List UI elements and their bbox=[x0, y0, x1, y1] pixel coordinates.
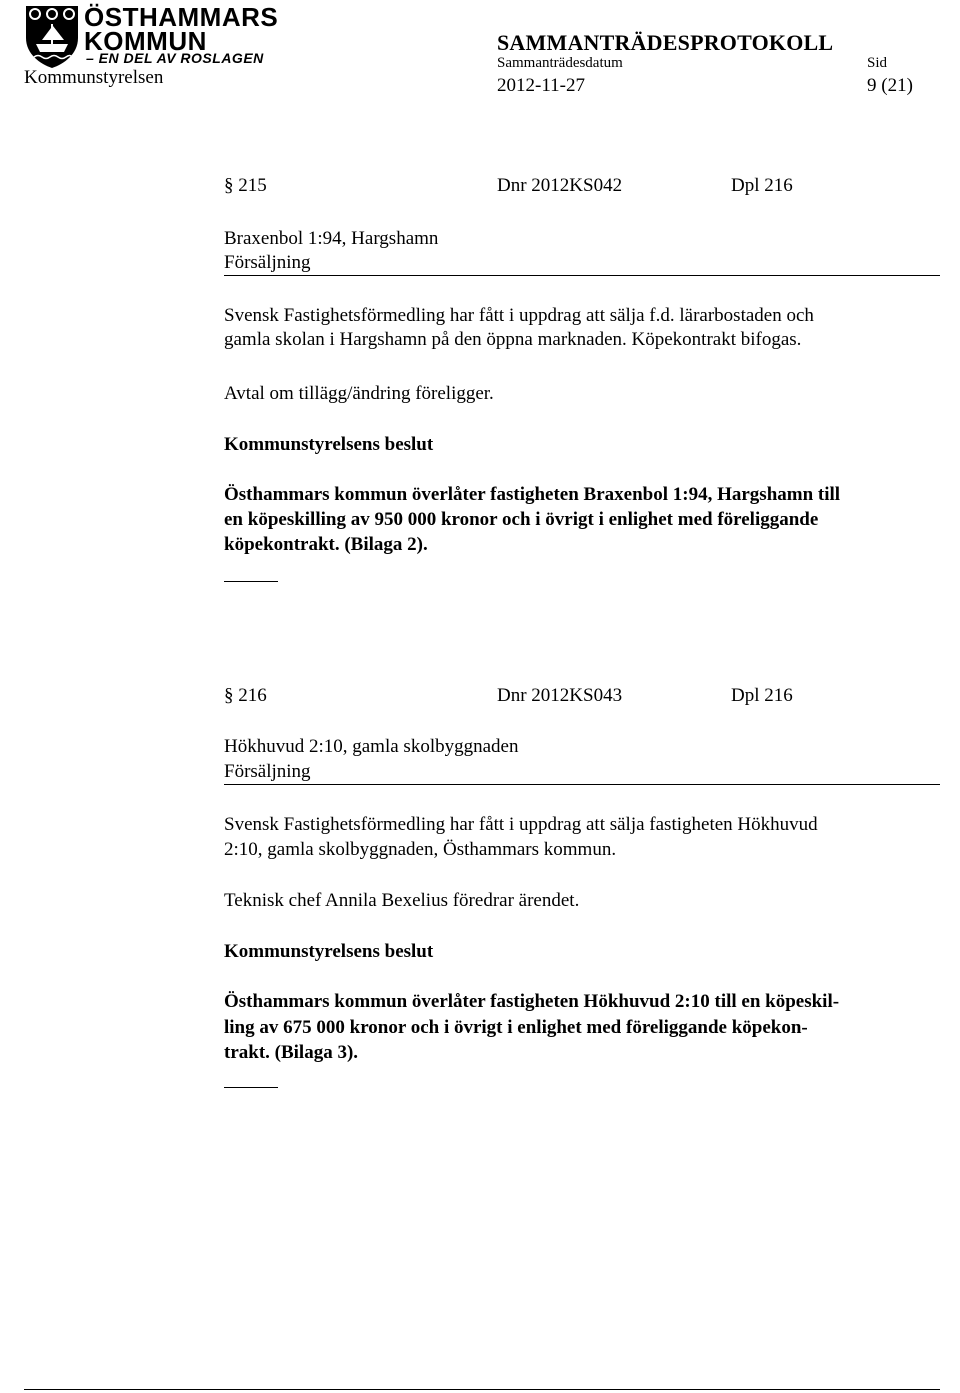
decision-line: Östhammars kommun överlåter fastigheten Hökhuvud 2:10 till en köpeskil- bbox=[224, 991, 840, 1012]
section-body-paragraph: Avtal om tillägg/ändring föreligger. bbox=[224, 383, 494, 404]
section-dpl: Dpl 216 bbox=[731, 685, 793, 706]
section-dpl: Dpl 216 bbox=[731, 175, 793, 196]
section-divider bbox=[224, 784, 940, 785]
meeting-date-label: Sammanträdesdatum bbox=[497, 55, 623, 71]
section-dnr: Dnr 2012KS043 bbox=[497, 685, 623, 706]
decision-heading: Kommunstyrelsens beslut bbox=[224, 434, 434, 455]
logo-wordmark-line2: KOMMUN bbox=[84, 26, 207, 56]
decision-line: ling av 675 000 kronor och i övrigt i enlighet med föreliggande köpekon- bbox=[224, 1017, 808, 1038]
section-end-rule bbox=[224, 1087, 278, 1088]
decision-line: en köpeskilling av 950 000 kronor och i övrigt i enlighet med föreliggande bbox=[224, 509, 819, 530]
logo-wordmark-line1: ÖSTHAMMARS bbox=[84, 2, 279, 32]
meeting-date-value: 2012-11-27 bbox=[497, 75, 585, 96]
decision-line: köpekontrakt. (Bilaga 2). bbox=[224, 534, 428, 555]
section-dnr: Dnr 2012KS042 bbox=[497, 175, 623, 196]
page-number: 9 (21) bbox=[867, 75, 913, 96]
organization-name: Kommunstyrelsen bbox=[24, 67, 164, 88]
section-paragraph-number: § 216 bbox=[224, 685, 267, 706]
decision-line: Östhammars kommun överlåter fastigheten Braxenbol 1:94, Hargshamn till bbox=[224, 484, 841, 505]
section-body-line: Svensk Fastighetsförmedling har fått i uppdrag att sälja f.d. lärarbostaden och bbox=[224, 305, 814, 326]
section-body-line: Svensk Fastighetsförmedling har fått i uppdrag att sälja fastigheten Hökhuvud bbox=[224, 814, 818, 835]
section-type: Försäljning bbox=[224, 252, 311, 273]
page-label: Sid bbox=[867, 55, 888, 71]
section-body-paragraph: Teknisk chef Annila Bexelius föredrar ärendet. bbox=[224, 890, 580, 911]
section-body-line: 2:10, gamla skolbyggnaden, Östhammars kommun. bbox=[224, 839, 617, 860]
section-type: Försäljning bbox=[224, 761, 311, 782]
decision-heading: Kommunstyrelsens beslut bbox=[224, 941, 434, 962]
section-subject: Braxenbol 1:94, Hargshamn bbox=[224, 228, 439, 249]
section-subject: Hökhuvud 2:10, gamla skolbyggnaden bbox=[224, 736, 519, 757]
section-end-rule bbox=[224, 581, 278, 582]
footer-rule bbox=[24, 1389, 940, 1390]
section-divider bbox=[224, 275, 940, 276]
document-title: SAMMANTRÄDESPROTOKOLL bbox=[497, 30, 834, 55]
section-paragraph-number: § 215 bbox=[224, 175, 267, 196]
logo-tagline: – EN DEL AV ROSLAGEN bbox=[86, 50, 264, 66]
decision-line: trakt. (Bilaga 3). bbox=[224, 1042, 359, 1063]
section-body-line: gamla skolan i Hargshamn på den öppna marknaden. Köpekontrakt bifogas. bbox=[224, 329, 802, 350]
